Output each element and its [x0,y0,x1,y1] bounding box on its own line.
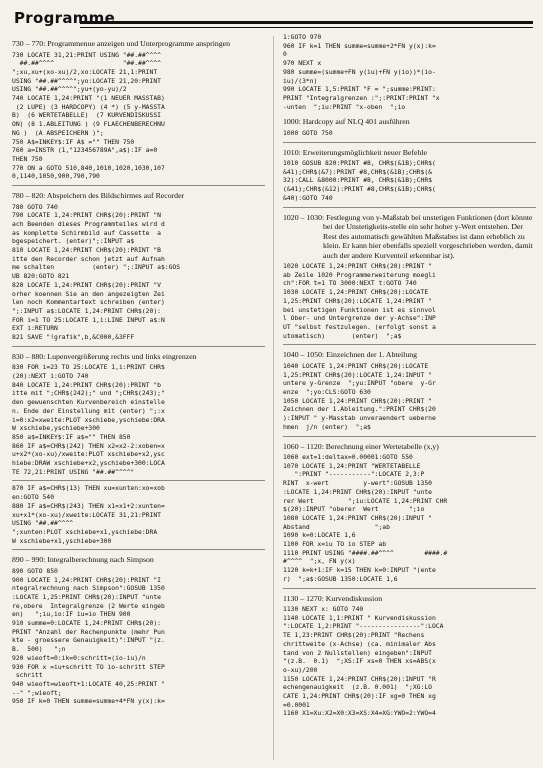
section-separator [283,344,536,345]
section-heading: 830 – 880: Lupenvergrößerung rechts und links eingrenzen [12,351,197,361]
section-separator [12,549,265,550]
section-heading: 1130 – 1270: Kurvendiskussion [283,593,383,603]
section-separator [283,436,536,437]
section-header [10,6,533,36]
section-heading: 1000: Hardcopy auf NLQ 401 ausführen [283,117,410,127]
section-separator [283,142,536,143]
code-listing: 830 FOR i=23 TO 25:LOCATE 1,i:PRINT CHR$ (20):NEXT i:GOTO 740 840 LOCATE 1,24:PRINT CHR$(20):PRINT "b itte mit ";CHR$(242);" und ";CHR$(243);" den gewuenschten Kurvenbereich einstelle n. Ende der Einstellung mit (enter) ";:x i=0:x2=xweite:PLOT xschiebe,yschiebe:DRA W xschiebe,yschiebe+300 850 a$=INKEY$:IF a$="" THEN 850 860 IF a$=CHR$(242) THEN x2=x2-2:xoben=x u+x2*(xo-xu)/xweite:PLOT xschiebe+x2,ysc hiebe:DRAW xschiebe+x2,yschiebe+300:LOCA TE 72,21:PRINT USING "##.##^^^^" [12,364,165,476]
code-listing: 870 IF a$=CHR$(13) THEN xu=xunten:xo=xob en:GOTO 540 880 IF a$=CHR$(243) THEN x1=x1+2:xunten= xu+x1*(xo-xu)/xweite:LOCATE 31,21:PRINT USING "##.##^^^^ ";xunten:PLOT xschiebe+x1,yschiebe:DRA W xschiebe+x1,yschiebe+300 [12,485,165,545]
section-heading: 1020 – 1030: Festlegung von y-Maßstab bei unstetigen Funktionen (dort könnte bei der Unstetigkeits-stelle ein sehr hoher y-Wert entstehen. Der Rest des automatisch gewählten Maßstabes ist dann erheblich zu klein. Er kann hier ebenfalls speziell vorgeschrieben werden, damit auch der andere Kurventeil erkennbar ist). [283,212,533,260]
section-separator [283,207,536,208]
section-heading: 1010: Erweiterungsmöglichkeit neuer Befehle [283,147,427,157]
code-listing: 730 LOCATE 31,21:PRINT USING "##.##^^^^ ##.##^^^^ "##.##^^^^ ";xu,xu+(xo-xu)/2,xo:LOCATE 21,1:PRINT USING "##.##^^^^";yo:LOCATE 21,20:PRINT USING "##.##^^^^";yu+(yo-yu)/2 740 LOCATE 1,24:PRINT "(1 NEUER MASSTAB) (2 LUPE) (3 HARDCOPY) (4 *) (5 y-MASSTA B) (6 WERTETABELLE) (7 KURVENDISKUSSI ON) (8 1.ABLEITUNG ) (9 FLAECHENBERECHNU NG ) (A ABSPEICHERN )"; 750 A$=INKEY$:IF A$ ="" THEN 750 760 a=INSTR (1,"123456789A",a$):IF a=0 THEN 750 770 ON a GOTO 510,840,1010,1020,1030,107 0,1140,1050,900,790,790 [12,51,165,181]
code-listing: 1000 GOTO 750 [283,129,333,137]
section-separator [12,185,265,186]
section-heading: 890 – 990: Integralberechnung nach Simpson [12,555,154,565]
section-heading: 1040 – 1050: Einzeichnen der 1. Abteilung [283,350,418,360]
section-heading: 730 – 770: Programmenue anzeigen und Unterprogramme anspringen [12,39,231,48]
code-listing: 1060 ext=1:deltax=0.00001:GOTO 550 1070 LOCATE 1,24:PRINT "WERTETABELLE ":PRINT "-----------":LOCATE 2,3:P RINT x-wert y-wert":GOSUB 1350 :LOCATE 1,24:PRINT CHR$(20):INPUT "unte rer Wert ";iu:LOCATE 1,24:PRINT CHR $(20):INPUT "oberer Wert ";io 1080 LOCATE 1,24:PRINT CHR$(20):INPUT " Abstand ";ab 1090 k=0:LOCATE 1,6 1100 FOR x=iu TO io STEP ab 1110 PRINT USING "####.##^^^^ ####.# #^^^^ ";x, FN y(x) 1120 k=k+1:IF k=15 THEN k=0:INPUT "(ente r) ";a$:GOSUB 1350:LOCATE 1,6 [283,454,448,583]
code-listing: 890 GOTO 850 900 LOCATE 1,24:PRINT CHR$(20):PRINT "I ntegralrechnung nach Simpson":GOSUB 1350 :LOCATE 1,25:PRINT CHR$(20):INPUT "unte re,obere Integralgrenze (2 Werte eingeb en) ";iu,io:IF iu=io THEN 900 910 summe=0:LOCATE 1,24:PRINT CHR$(20): PRINT "Anzahl der Rechenpunkte (mehr Pun kte - groessere Genauigkeit)":INPUT "(z. B. 500) ";n 920 wieoft=0:ik=0:schritt=(io-iu)/n 930 FOR x =iu+schritt TO io-schritt STEP schritt 940 wieoft=wieoft+1:LOCATE 40,25:PRINT " --" ";wieoft; 950 IF k=0 THEN summe=summe+4*FN y(x):k= [12,567,165,706]
code-listing: 1040 LOCATE 1,24:PRINT CHR$(20):LOCATE 1,25:PRINT CHR$(20):LOCATE 1,24:INPUT " untere y-Grenze ";yu:INPUT "obere y-Gr enze ";yo:CLS:GOTO 630 1050 LOCATE 1,24:PRINT CHR$(20):PRINT " Zeichnen der 1.Ableitung.":PRINT CHR$(20 ):INPUT " y-Masstab unveraendert ueberne hmen j/n (enter) ";a$ [283,362,436,431]
header-rule-thin [80,27,533,28]
section-separator [12,346,265,347]
column-divider [273,36,274,760]
section-separator [12,480,265,481]
code-listing: 1020 LOCATE 1,24:PRINT CHR$(20):PRINT " ab Zeile 1020 Programmerweiterung moegli ch":FOR t=1 TO 3000:NEXT t:GOTO 740 1030 LOCATE 1,24:PRINT CHR$(20):LOCATE 1,25:PRINT CHR$(20):LOCATE 1,24:PRINT " bei unstetigen Funktionen ist es sinnvol l Ober- und Untergrenze der y-Achse":INP UT "selbst festzulegen. (erfolgt sonst a utomatisch) (enter) ";a$ [283,263,436,340]
right-column [283,34,536,762]
code-listing: 780 GOTO 740 790 LOCATE 1,24:PRINT CHR$(20):PRINT "N ach Beenden dieses Programmteiles wird d as komplette Schirmbild auf Cassette a bgespeichert. (enter)";:INPUT a$ 810 LOCATE 1,24:PRINT CHR$(20):PRINT "B itte den Recorder schon jetzt auf Aufnah me schalten (enter) ";:INPUT a$:GOS UB 820:GOTO 821 820 LOCATE 1,24:PRINT CHR$(20):PRINT "V orher koennen Sie an den angezeigten Zei len noch Kommentartext schreiben (enter) ";:INPUT a$:LOCATE 1,24:PRINT CHR$(20): FOR i=1 TO 25:LOCATE 1,i:LINE INPUT a$:N EXT i:RETURN 821 SAVE "!grafik",b,&C000,&3FFF [12,203,181,342]
left-column [12,34,265,762]
code-listing: 1:GOTO 970 960 IF k=1 THEN summe=summe+2*FN y(x):k= 0 970 NEXT x 980 summe=(summe+FN y(iu)+FN y(io))*(io- iu)/(3*n) 990 LOCATE 1,5:PRINT "F = ";summe:PRINT: PRINT "Integralgrenzen :";:PRINT:PRINT "x -unten ";iu:PRINT "x-oben ";io [283,34,440,111]
section-heading: 780 – 820: Abspeichern des Bildschirmes auf Recorder [12,191,185,201]
code-listing: 1130 NEXT x: GOTO 740 1140 LOCATE 1,1:PRINT " Kurvendiskussion ":LOCATE 1,2:PRINT "----------------":LOCA TE 1,23:PRINT CHR$(20):PRINT "Rechens chrittweite (x-Achse) (ca. minimaler Abs tand von 2 Nullstellen) eingeben":INPUT "(z.B. 0.1) ";XS:IF xs=0 THEN xs=ABS(x o-xu)/200 1150 LOCATE 1,24:PRINT CHR$(20):INPUT "R echengenauigkeit (z.B. 0.001) ";XG:LO CATE 1,24:PRINT CHR$(20):IF xg=0 THEN xg =0.0001 1160 X1=Xu:X2=X0:X3=XS:X4=XG:YWO=2:YWO=4 [283,606,444,718]
section-title: Programme [14,9,116,27]
code-listing: 1010 GOSUB 820:PRINT #8, CHR$(&1B);CHR$( &41);CHR$(&7):PRINT #8,CHR$(&1B);CHR$(& 32):CALL &8000:PRINT #8, CHR$(&1B);CHR$ (&41);CHR$(&12):PRINT #8,CHR$(&1B);CHR$( &40):GOTO 740 [283,160,436,202]
section-separator [283,588,536,589]
section-heading: 1060 – 1120: Berechnung einer Wertetabelle (x,y) [283,441,439,451]
header-rule [80,21,533,24]
